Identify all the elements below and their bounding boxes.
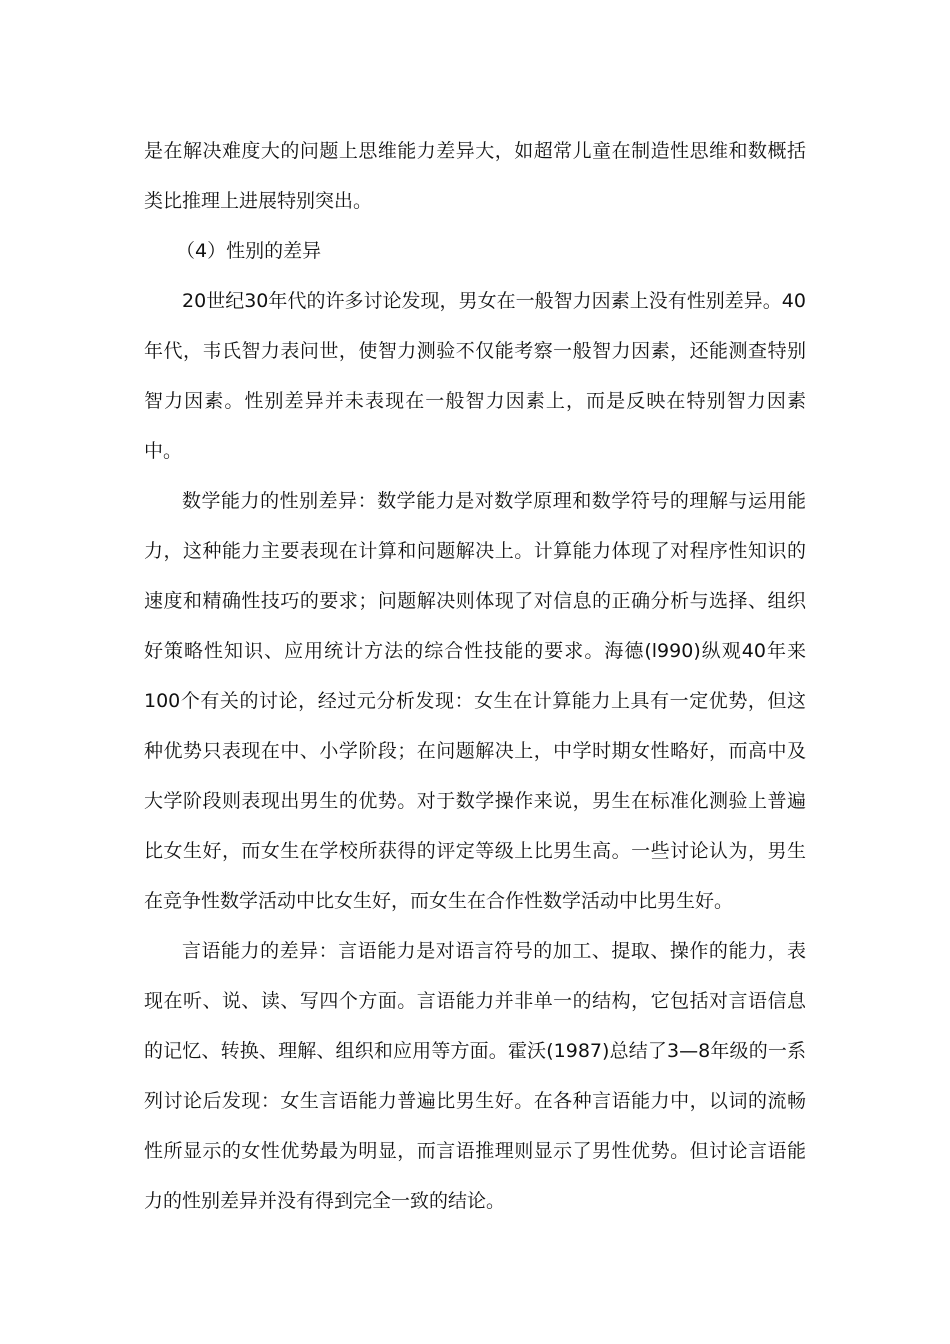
paragraph-verbal-ability: 言语能力的差异：言语能力是对语言符号的加工、提取、操作的能力，表现在听、说、读、写四个方面。言语能力并非单一的结构，它包括对言语信息的记忆、转换、理解、组织和应用等方面。霍沃(1987)总结了3—8年级的一系列讨论后发现：女生言语能力普遍比男生好。在各种言语能力中，以词的流畅性所显示的女性优势最为明显，而言语推理则显示了男性优势。但讨论言语能力的性别差异并没有得到完全一致的结论。 [144,940,806,1212]
section-heading-gender-difference: （4）性别的差异 [176,240,322,262]
paragraph-math-ability: 数学能力的性别差异：数学能力是对数学原理和数学符号的理解与运用能力，这种能力主要表现在计算和问题解决上。计算能力体现了对程序性知识的速度和精确性技巧的要求；问题解决则体现了对信息的正确分析与选择、组织好策略性知识、应用统计方法的综合性技能的要求。海德(l990)纵观40年来100个有关的讨论，经过元分析发现：女生在计算能力上具有一定优势，但这种优势只表现在中、小学阶段；在问题解决上，中学时期女性略好，而高中及大学阶段则表现出男生的优势。对于数学操作来说，男生在标准化测验上普遍比女生好，而女生在学校所获得的评定等级上比男生高。一些讨论认为，男生在竞争性数学活动中比女生好，而女生在合作性数学活动中比男生好。 [144,490,806,912]
paragraph-general-intelligence: 20世纪30年代的许多讨论发现，男女在一般智力因素上没有性别差异。40年代，韦氏智力表问世，使智力测验不仅能考察一般智力因素，还能测查特别智力因素。性别差异并未表现在一般智力因素上，而是反映在特别智力因素中。 [144,290,806,462]
paragraph-continuation: 是在解决难度大的问题上思维能力差异大，如超常儿童在制造性思维和数概括类比推理上进展特别突出。 [144,140,806,212]
document-body [144,126,806,1226]
